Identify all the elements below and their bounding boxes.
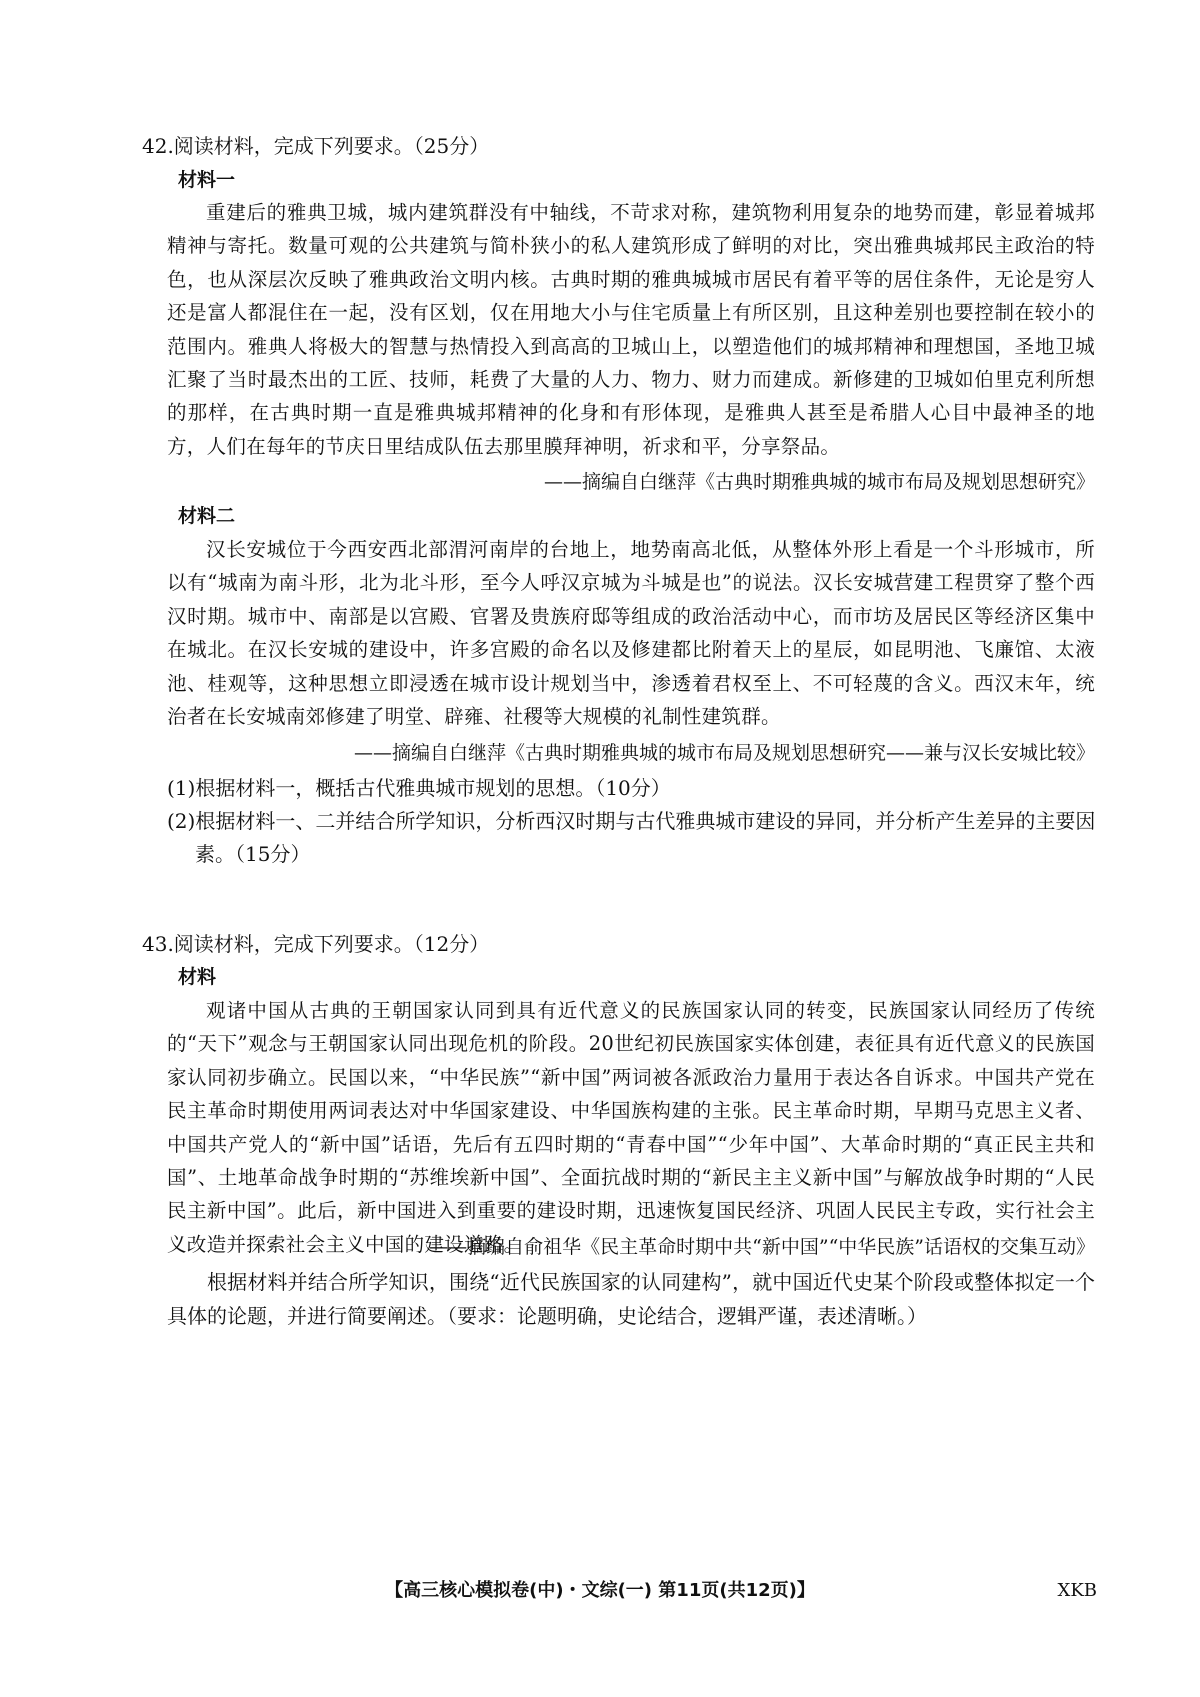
q42-material1-label: 材料一 — [178, 169, 236, 191]
q42-material2-source: ——摘编自白继萍《古典时期雅典城的城市布局及规划思想研究——兼与汉长安城比较》 — [353, 742, 1095, 764]
q42-subquestion-2: (2)根据材料一、二并结合所学知识，分析西汉时期与古代雅典城市建设的异同，并分析产生差异的主要因素。（15分） — [167, 809, 1096, 866]
q42-material2-label: 材料二 — [178, 505, 236, 527]
q43-material-source: ——摘编自俞祖华《民主革命时期中共“新中国”“中华民族”话语权的交集互动》 — [429, 1236, 1095, 1258]
q43-material-text: 观诸中国从古典的王朝国家认同到具有近代意义的民族国家认同的转变，民族国家认同经历了传统的“天下”观念与王朝国家认同出现危机的阶段。20世纪初民族国家实体创建，表征具有近代意义的民族国家认同初步确立。民国以来，“中华民族”“新中国”两词被各派政治力量用于表达各自诉求。中国共产党在民主革命时期使用两词表达对中华国家建设、中华国族构建的主张。民主革命时期，早期马克思主义者、中国共产党人的“新中国”话语，先后有五四时期的“青春中国”“少年中国”、大革命时期的“真正民主共和国”、土地革命战争时期的“苏维埃新中国”、全面抗战时期的“新民主主义新中国”与解放战争时期的“人民民主新中国”。此后，新中国进入到重要的建设时期，迅速恢复国民经济、巩固人民民主专政，实行社会主义改造并探索社会主义中国的建设道路。 — [167, 999, 1095, 1256]
q42-material1-source: ——摘编自白继萍《古典时期雅典城的城市布局及规划思想研究》 — [543, 471, 1095, 493]
page-footer — [0, 1576, 1200, 1606]
q43-heading: 43.阅读材料，完成下列要求。（12分） — [142, 932, 490, 956]
q43-material-label: 材料 — [178, 966, 217, 988]
q42-subquestion-1: (1)根据材料一，概括古代雅典城市规划的思想。（10分） — [167, 776, 671, 800]
footer-text: 【高三核心模拟卷(中)・文综(一) 第11页(共12页)】 — [385, 1580, 815, 1601]
q43-task: 根据材料并结合所学知识，围绕“近代民族国家的认同建构”，就中国近代史某个阶段或整体拟定一个具体的论题，并进行简要阐述。（要求：论题明确，史论结合，逻辑严谨，表述清晰。） — [167, 1270, 1095, 1328]
q42-material1-text: 重建后的雅典卫城，城内建筑群没有中轴线，不苛求对称，建筑物利用复杂的地势而建，彰显着城邦精神与寄托。数量可观的公共建筑与简朴狭小的私人建筑形成了鲜明的对比，突出雅典城邦民主政治的特色，也从深层次反映了雅典政治文明内核。古典时期的雅典城城市居民有着平等的居住条件，无论是穷人还是富人都混住在一起，没有区划，仅在用地大小与住宅质量上有所区别，且这种差别也要控制在较小的范围内。雅典人将极大的智慧与热情投入到高高的卫城山上，以塑造他们的城邦精神和理想国，圣地卫城汇聚了当时最杰出的工匠、技师，耗费了大量的人力、物力、财力而建成。新修建的卫城如伯里克利所想的那样，在古典时期一直是雅典城邦精神的化身和有形体现，是雅典人甚至是希腊人心目中最神圣的地方，人们在每年的节庆日里结成队伍去那里膜拜神明，祈求和平，分享祭品。 — [167, 201, 1095, 458]
q42-subquestions — [167, 772, 1097, 871]
q42-heading: 42.阅读材料，完成下列要求。（25分） — [142, 134, 490, 158]
q42-material2-text: 汉长安城位于今西安西北部渭河南岸的台地上，地势南高北低，从整体外形上看是一个斗形城市，所以有“城南为南斗形，北为北斗形，至今人呼汉京城为斗城是也”的说法。汉长安城营建工程贯穿了整个西汉时期。城市中、南部是以宫殿、官署及贵族府邸等组成的政治活动中心，而市坊及居民区等经济区集中在城北。在汉长安城的建设中，许多宫殿的命名以及修建都比附着天上的星辰，如昆明池、飞廉馆、太液池、桂观等，这种思想立即浸透在城市设计规划当中，渗透着君权至上、不可轻蔑的含义。西汉末年，统治者在长安城南郊修建了明堂、辟雍、社稷等大规模的礼制性建筑群。 — [167, 538, 1095, 729]
footer-code: XKB — [1057, 1580, 1097, 1601]
